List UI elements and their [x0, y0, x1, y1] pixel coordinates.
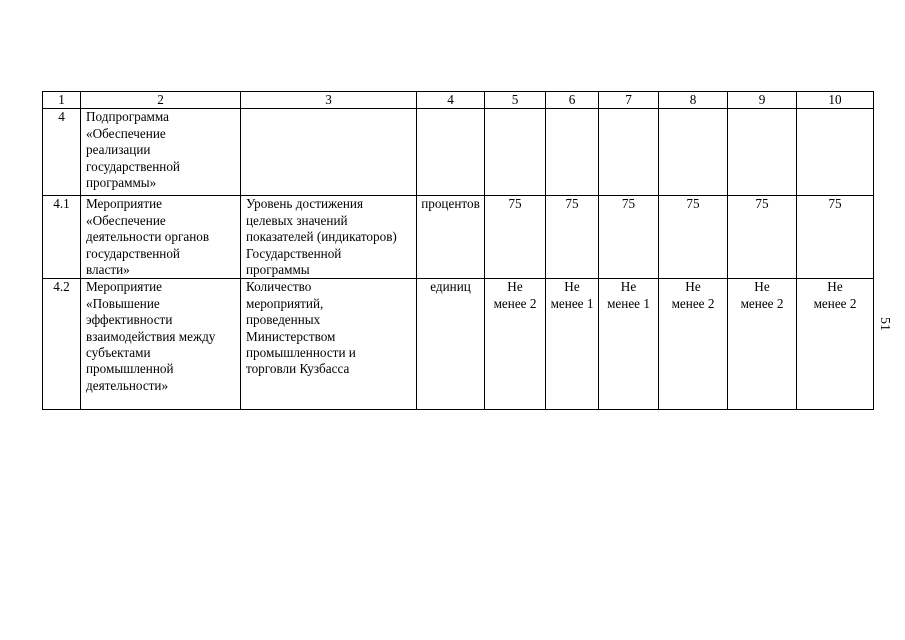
indicator-name — [241, 279, 417, 410]
unit-cell — [417, 109, 485, 196]
value-line: 75 — [686, 196, 700, 212]
value-cell — [797, 109, 874, 196]
cell-line: проведенных — [246, 312, 321, 328]
value-line: Не — [685, 279, 701, 295]
header-cell: 4 — [417, 92, 485, 109]
value-cell — [599, 109, 659, 196]
unit-cell: процентов — [417, 196, 485, 279]
value-line: менее 2 — [740, 295, 784, 311]
header-cell: 2 — [81, 92, 241, 109]
cell-line: Уровень достижения — [246, 196, 364, 212]
cell-line: Министерством — [246, 328, 336, 344]
cell-line: «Повышение — [86, 295, 160, 311]
cell-line: деятельности органов — [86, 229, 210, 245]
value-cell — [659, 196, 728, 279]
program-name — [81, 196, 241, 279]
value-line: Не — [754, 279, 770, 295]
cell-line: реализации — [86, 142, 151, 158]
header-cell: 3 — [241, 92, 417, 109]
program-name — [81, 109, 241, 196]
cell-line: деятельности» — [86, 377, 169, 393]
unit-cell: единиц — [417, 279, 485, 410]
value-cell — [599, 279, 659, 410]
cell-line: торговли Кузбасса — [246, 361, 350, 377]
cell-line: мероприятий, — [246, 295, 324, 311]
value-cell — [659, 279, 728, 410]
cell-line: взаимодействия между — [86, 328, 216, 344]
value-cell — [728, 196, 797, 279]
value-cell — [546, 109, 599, 196]
table-header-row — [43, 92, 874, 109]
value-line: менее 2 — [671, 295, 715, 311]
cell-line: программы» — [86, 175, 157, 191]
page-number: 51 — [877, 317, 892, 331]
value-cell — [485, 279, 546, 410]
value-line: Не — [507, 279, 523, 295]
value-cell — [599, 196, 659, 279]
value-line: 75 — [565, 196, 579, 212]
cell-line: «Обеспечение — [86, 125, 166, 141]
table-row — [43, 196, 874, 279]
cell-line: «Обеспечение — [86, 212, 166, 228]
value-cell — [485, 109, 546, 196]
value-cell — [797, 196, 874, 279]
cell-line: промышленной — [86, 361, 174, 377]
row-number: 4 — [43, 109, 81, 196]
cell-line: власти» — [86, 262, 130, 278]
value-line: 75 — [621, 196, 636, 212]
program-name — [81, 279, 241, 410]
value-cell — [485, 196, 546, 279]
value-line: менее 2 — [493, 295, 537, 311]
table-row — [43, 279, 874, 410]
cell-line: государственной — [86, 245, 180, 261]
header-cell: 1 — [43, 92, 81, 109]
value-line: Не — [827, 279, 843, 295]
value-line: Не — [620, 279, 637, 295]
cell-line: субъектами — [86, 345, 151, 361]
value-cell — [546, 196, 599, 279]
value-line: менее 1 — [607, 295, 650, 311]
cell-line: целевых значений — [246, 212, 348, 228]
cell-line: Мероприятие — [86, 196, 163, 212]
value-cell — [797, 279, 874, 410]
row-number: 4.2 — [43, 279, 81, 410]
value-line: Не — [564, 279, 580, 295]
cell-line: Государственной — [246, 245, 342, 261]
indicator-name — [241, 109, 417, 196]
table-row — [43, 109, 874, 196]
header-cell: 8 — [659, 92, 728, 109]
cell-line: промышленности и — [246, 345, 356, 361]
cell-line: показателей (индикаторов) — [246, 229, 397, 245]
header-cell: 9 — [728, 92, 797, 109]
indicator-name — [241, 196, 417, 279]
value-line: 75 — [508, 196, 522, 212]
value-cell — [728, 109, 797, 196]
cell-line: Количество — [246, 279, 312, 295]
cell-line: программы — [246, 262, 310, 278]
header-cell: 10 — [797, 92, 874, 109]
value-line: 75 — [755, 196, 769, 212]
value-line: менее 2 — [813, 295, 857, 311]
indicators-table — [42, 91, 874, 410]
row-number: 4.1 — [43, 196, 81, 279]
cell-line: Мероприятие — [86, 279, 163, 295]
cell-line: Подпрограмма — [86, 109, 170, 125]
header-cell: 7 — [599, 92, 659, 109]
cell-line: государственной — [86, 158, 180, 174]
value-cell — [546, 279, 599, 410]
value-line: менее 1 — [550, 295, 594, 311]
cell-line: эффективности — [86, 312, 173, 328]
header-cell: 5 — [485, 92, 546, 109]
value-cell — [659, 109, 728, 196]
value-line: 75 — [828, 196, 842, 212]
value-cell — [728, 279, 797, 410]
header-cell: 6 — [546, 92, 599, 109]
